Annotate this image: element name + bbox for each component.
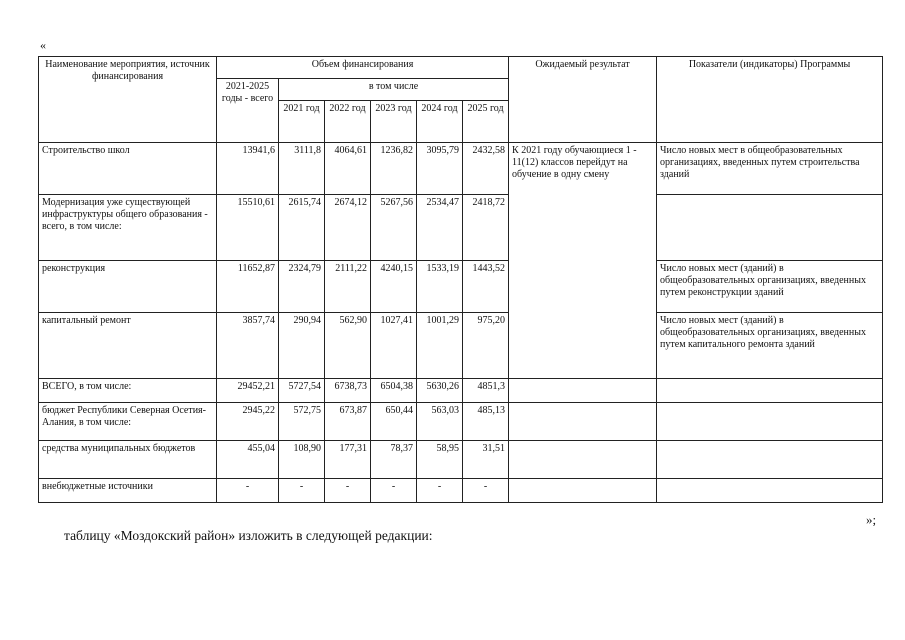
row-total: 13941,6 xyxy=(217,143,279,195)
row-value: 31,51 xyxy=(463,441,509,479)
row-indicator: Число новых мест в общеобразовательных организациях, введенных путем строительства зданий xyxy=(657,143,883,195)
row-value: 177,31 xyxy=(325,441,371,479)
header-year: 2022 год xyxy=(325,101,371,143)
row-name: ВСЕГО, в том числе: xyxy=(39,379,217,403)
row-result xyxy=(509,403,657,441)
row-indicator xyxy=(657,441,883,479)
header-result: Ожидаемый результат xyxy=(509,57,657,143)
row-value: 1533,19 xyxy=(417,261,463,313)
row-name: средства муниципальных бюджетов xyxy=(39,441,217,479)
row-name: внебюджетные источники xyxy=(39,479,217,503)
row-value: 2432,58 xyxy=(463,143,509,195)
row-indicator xyxy=(657,195,883,261)
row-total: 2945,22 xyxy=(217,403,279,441)
table-row xyxy=(39,195,883,261)
row-value: 5727,54 xyxy=(279,379,325,403)
row-value: 975,20 xyxy=(463,313,509,379)
row-name: бюджет Республики Северная Осетия-Алания, в том числе: xyxy=(39,403,217,441)
row-value: 1443,52 xyxy=(463,261,509,313)
row-result xyxy=(509,479,657,503)
row-value: - xyxy=(417,479,463,503)
row-value: 3111,8 xyxy=(279,143,325,195)
row-value: 650,44 xyxy=(371,403,417,441)
header-total: 2021-2025 годы - всего xyxy=(217,79,279,143)
row-total: 29452,21 xyxy=(217,379,279,403)
row-value: 6738,73 xyxy=(325,379,371,403)
row-value: 290,94 xyxy=(279,313,325,379)
row-name: Строительство школ xyxy=(39,143,217,195)
row-value: 1027,41 xyxy=(371,313,417,379)
row-indicator: Число новых мест (зданий) в общеобразовательных организациях, введенных путем реконструкции зданий xyxy=(657,261,883,313)
row-value: 78,37 xyxy=(371,441,417,479)
row-total: 455,04 xyxy=(217,441,279,479)
close-quote: »; xyxy=(866,512,877,527)
table-row xyxy=(39,403,883,441)
financing-table xyxy=(38,56,883,503)
row-value: 2534,47 xyxy=(417,195,463,261)
header-name: Наименование мероприятия, источник финансирования xyxy=(39,57,217,143)
row-value: 5267,56 xyxy=(371,195,417,261)
row-value: - xyxy=(463,479,509,503)
row-value: 108,90 xyxy=(279,441,325,479)
row-value: - xyxy=(325,479,371,503)
row-value: - xyxy=(371,479,417,503)
row-value: 6504,38 xyxy=(371,379,417,403)
row-value: 5630,26 xyxy=(417,379,463,403)
row-value: 673,87 xyxy=(325,403,371,441)
row-value: 2674,12 xyxy=(325,195,371,261)
row-name: капитальный ремонт xyxy=(39,313,217,379)
header-year: 2024 год xyxy=(417,101,463,143)
header-including: в том числе xyxy=(279,79,509,101)
instruction-text: таблицу «Моздокский район» изложить в следующей редакции: xyxy=(64,528,433,543)
row-total: - xyxy=(217,479,279,503)
row-name: реконструкция xyxy=(39,261,217,313)
row-value: 3095,79 xyxy=(417,143,463,195)
header-funding: Объем финансирования xyxy=(217,57,509,79)
header-indicators: Показатели (индикаторы) Программы xyxy=(657,57,883,143)
table-row xyxy=(39,441,883,479)
row-value: 1001,29 xyxy=(417,313,463,379)
open-quote: « xyxy=(40,38,46,52)
row-value: 4064,61 xyxy=(325,143,371,195)
row-indicator xyxy=(657,403,883,441)
row-value: 4851,3 xyxy=(463,379,509,403)
row-indicator xyxy=(657,479,883,503)
row-result xyxy=(509,441,657,479)
row-value: 2111,22 xyxy=(325,261,371,313)
row-value: 562,90 xyxy=(325,313,371,379)
row-value: 2418,72 xyxy=(463,195,509,261)
row-value: 572,75 xyxy=(279,403,325,441)
row-result xyxy=(509,379,657,403)
header-year: 2025 год xyxy=(463,101,509,143)
row-total: 11652,87 xyxy=(217,261,279,313)
row-indicator: Число новых мест (зданий) в общеобразовательных организациях, введенных путем капитального ремонта зданий xyxy=(657,313,883,379)
row-value: 2615,74 xyxy=(279,195,325,261)
row-total: 15510,61 xyxy=(217,195,279,261)
table-row xyxy=(39,261,883,313)
header-year: 2023 год xyxy=(371,101,417,143)
row-value: 58,95 xyxy=(417,441,463,479)
row-indicator xyxy=(657,379,883,403)
header-year: 2021 год xyxy=(279,101,325,143)
table-row xyxy=(39,479,883,503)
row-name: Модернизация уже существующей инфраструктуры общего образования - всего, в том числе: xyxy=(39,195,217,261)
table-row xyxy=(39,379,883,403)
row-value: - xyxy=(279,479,325,503)
row-value: 485,13 xyxy=(463,403,509,441)
row-value: 1236,82 xyxy=(371,143,417,195)
expected-result: К 2021 году обучающиеся 1 - 11(12) классов перейдут на обучение в одну смену xyxy=(509,143,657,379)
row-value: 4240,15 xyxy=(371,261,417,313)
row-value: 2324,79 xyxy=(279,261,325,313)
row-value: 563,03 xyxy=(417,403,463,441)
row-total: 3857,74 xyxy=(217,313,279,379)
table-row xyxy=(39,313,883,379)
table-row xyxy=(39,143,883,195)
